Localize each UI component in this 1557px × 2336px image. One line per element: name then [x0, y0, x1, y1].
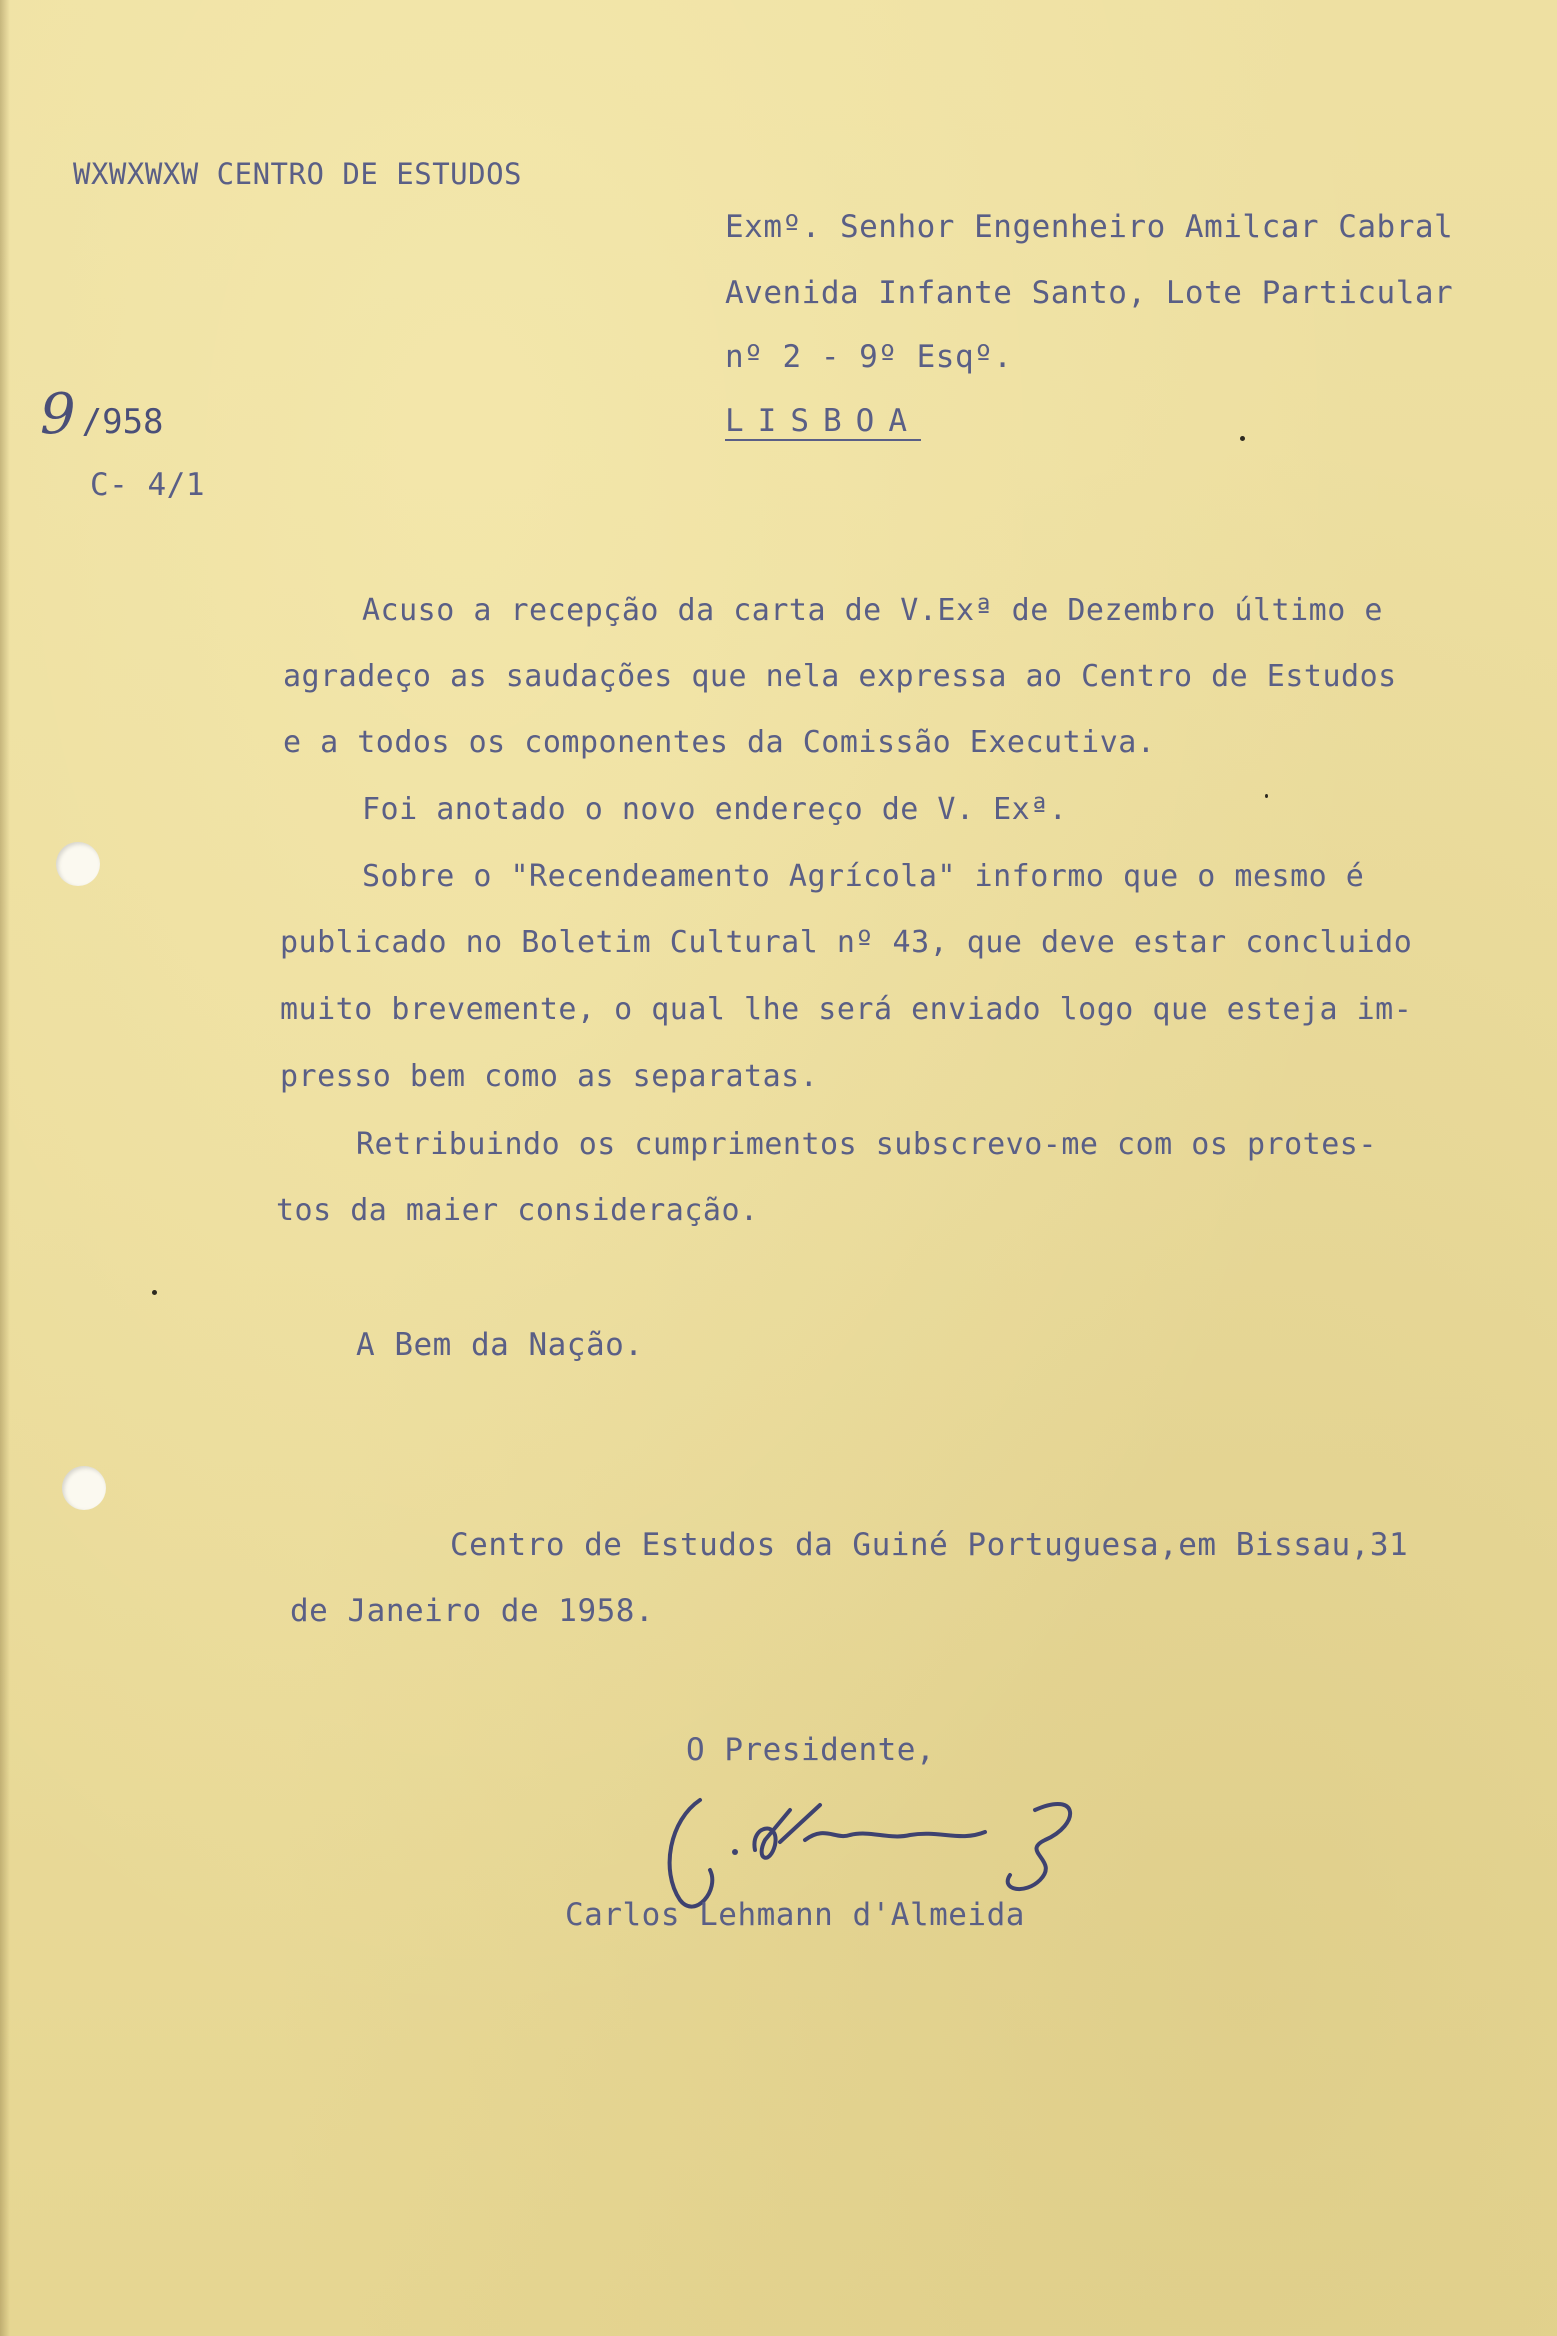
reference-year: /958: [81, 402, 164, 442]
body-line: Foi anotado o novo endereço de V. Exª.: [362, 792, 1068, 827]
body-line: Acuso a recepção da carta de V.Exª de Dezembro último e: [362, 593, 1383, 628]
body-line: e a todos os componentes da Comissão Executiva.: [283, 725, 1156, 760]
paper-speck: [1265, 794, 1268, 798]
recipient-line-1: Exmº. Senhor Engenheiro Amilcar Cabral: [725, 209, 1454, 245]
sender-organization: WXWXWXW CENTRO DE ESTUDOS: [73, 157, 522, 191]
signer-title: O Presidente,: [686, 1732, 936, 1768]
recipient-line-2: Avenida Infante Santo, Lote Particular: [725, 275, 1454, 311]
body-line: Retribuindo os cumprimentos subscrevo-me com os protes-: [356, 1127, 1377, 1162]
body-line: presso bem como as separatas.: [280, 1059, 819, 1094]
punch-hole: [62, 1466, 106, 1510]
handwritten-reference-number: 9: [40, 382, 76, 447]
signer-name: Carlos Lehmann d'Almeida: [565, 1897, 1025, 1933]
body-line: Sobre o "Recendeamento Agrícola" informo que o mesmo é: [362, 859, 1365, 894]
paper-speck: [152, 1290, 157, 1295]
paper-speck: [1240, 436, 1245, 441]
reference-code: C- 4/1: [90, 467, 205, 503]
punch-hole: [56, 842, 100, 886]
paper-edge-shadow: [0, 0, 10, 2336]
recipient-city: LISBOA: [725, 403, 921, 439]
body-line: agradeço as saudações que nela expressa ao Centro de Estudos: [283, 659, 1397, 694]
place-date-line-2: de Janeiro de 1958.: [290, 1593, 655, 1629]
place-date-line-1: Centro de Estudos da Guiné Portuguesa,em Bissau,31: [450, 1527, 1409, 1563]
closing-salutation: A Bem da Nação.: [356, 1327, 644, 1363]
recipient-line-3: nº 2 - 9º Esqº.: [725, 339, 1013, 375]
body-line: tos da maier consideração.: [276, 1193, 759, 1228]
reference-number: [40, 382, 164, 447]
body-line: publicado no Boletim Cultural nº 43, que deve estar concluido: [280, 925, 1413, 960]
body-line: muito brevemente, o qual lhe será enviado logo que esteja im-: [280, 992, 1413, 1027]
